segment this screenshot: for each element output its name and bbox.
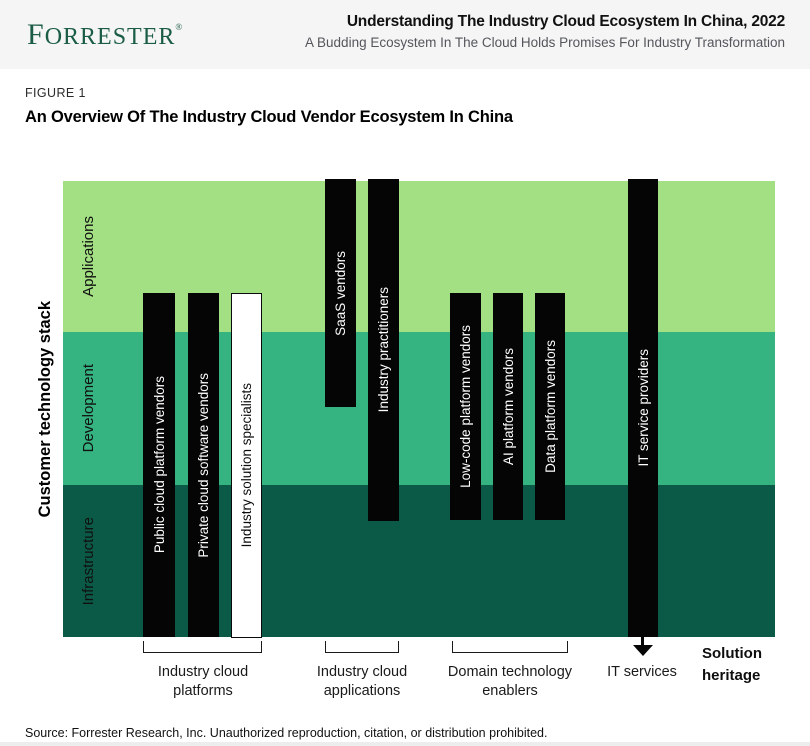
figure-title: An Overview Of The Industry Cloud Vendor Ecosystem In China [25, 108, 513, 126]
solution-heritage-label: Solution heritage [702, 645, 762, 684]
group-label-domain-technology-enablers: Domain technology enablers [447, 664, 573, 699]
source-note: Source: Forrester Research, Inc. Unauthorized reproduction, citation, or distribution prohibited. [25, 726, 548, 740]
bar-public-cloud-platform-vendors: Public cloud platform vendors [143, 293, 175, 637]
y-axis-title [28, 181, 62, 637]
report-subtitle: A Budding Ecosystem In The Cloud Holds Promises For Industry Transformation [305, 35, 785, 50]
bar-it-service-providers: IT service providers [628, 179, 658, 637]
registered-mark: ® [175, 22, 183, 32]
band-label-development: Development [79, 364, 97, 453]
forrester-logo: FORRESTER® [27, 18, 183, 51]
group-label-it-services: IT services [607, 664, 677, 680]
bottom-divider [0, 742, 810, 746]
group-label-industry-cloud-platforms: Industry cloud platforms [157, 664, 249, 699]
bar-low-code-platform-vendors: Low-code platform vendors [450, 293, 481, 520]
bar-saas-vendors: SaaS vendors [325, 179, 356, 407]
bar-private-cloud-software-vendors: Private cloud software vendors [188, 293, 219, 637]
down-arrow-head-icon [633, 645, 653, 656]
bar-data-platform-vendors: Data platform vendors [535, 293, 565, 520]
bar-industry-solution-specialists: Industry solution specialists [231, 293, 262, 638]
band-label-applications: Applications [79, 216, 97, 297]
bracket-industry-cloud-applications [325, 641, 399, 653]
figure-label: FIGURE 1 [25, 86, 86, 100]
header-titles [305, 13, 785, 50]
bar-ai-platform-vendors: AI platform vendors [493, 293, 523, 520]
group-label-industry-cloud-applications: Industry cloud applications [316, 664, 408, 699]
bar-industry-practitioners: Industry practitioners [368, 179, 399, 521]
report-header [0, 0, 810, 69]
band-label-infrastructure: Infrastructure [79, 516, 97, 606]
logo-text: F [27, 18, 45, 51]
bracket-industry-cloud-platforms [143, 641, 262, 653]
bracket-domain-technology-enablers [452, 641, 568, 653]
report-title: Understanding The Industry Cloud Ecosystem In China, 2022 [346, 13, 785, 30]
y-axis-title-text: Customer technology stack [35, 300, 54, 518]
